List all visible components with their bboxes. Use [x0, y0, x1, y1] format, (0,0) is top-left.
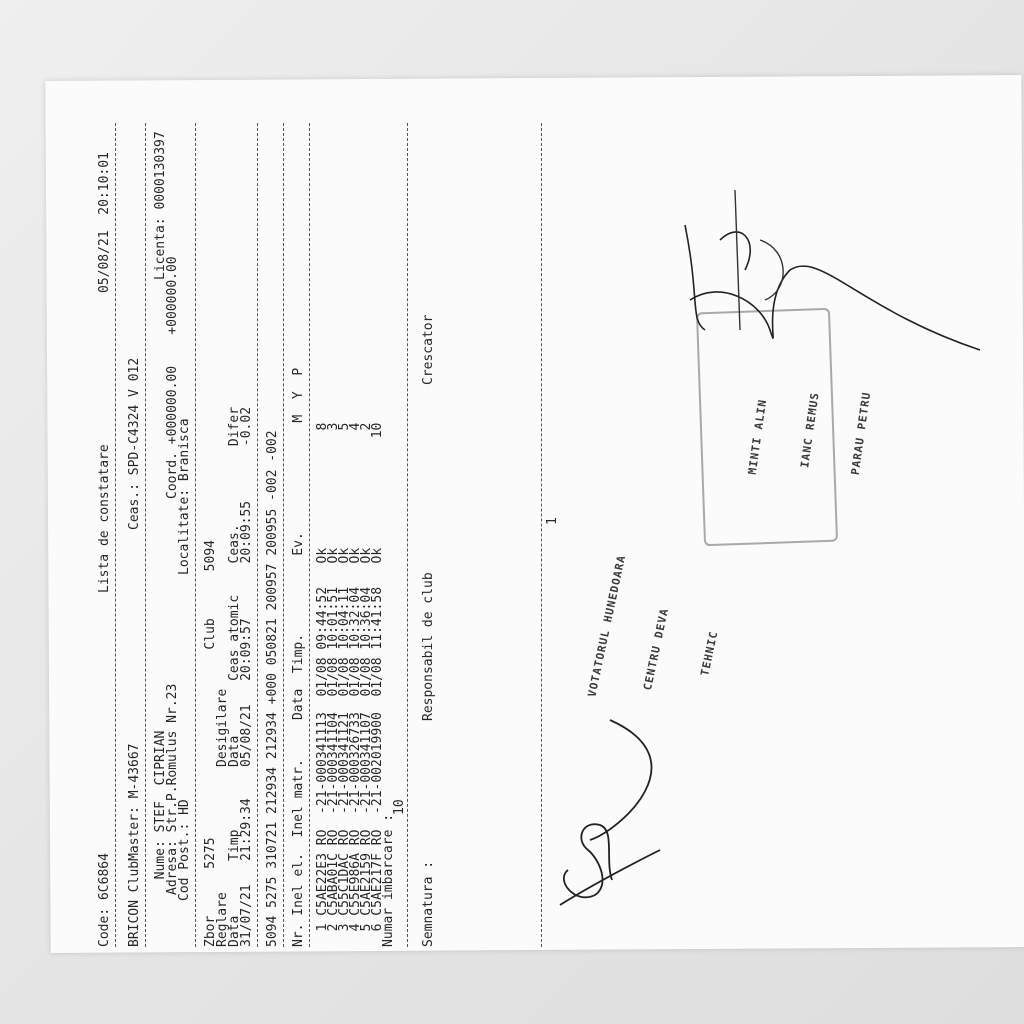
divider: [115, 123, 116, 947]
table-row: 1 C5AE22E3 RO -21-000341113 01/08 09:44:52 Ok 8: [315, 422, 330, 947]
breeder-label: Crescator: [421, 314, 436, 385]
divider: [541, 123, 542, 947]
postcode: Cod Post.: HD: [177, 799, 192, 901]
divider: [195, 123, 196, 947]
table-row: 2 C5ABA01C RO -21-000341104 01/08 10:01:51 Ok 3: [326, 422, 341, 947]
club-responsible-label: Responsabil de club: [421, 572, 436, 721]
document-title: Lista de constatare: [97, 444, 112, 593]
locality: Localitate: Branisca: [177, 418, 192, 575]
printed-report: [95, 103, 560, 955]
embark-count-label: Numar imbarcare :: [381, 813, 396, 947]
page-number: 1: [545, 517, 560, 525]
right-stamp: MINTI ALIN IANC REMUS PARAU PETRU: [745, 390, 874, 476]
flight-line: Zbor 5275 Club 5094: [203, 540, 218, 947]
clubmaster-id: BRICON ClubMaster: M-43667: [127, 743, 142, 947]
flight-values: 31/07/21 21:29:34 05/08/21 20:09:57 20:09:55 -0.02: [239, 406, 254, 947]
divider: [407, 123, 408, 947]
licence-number: Licenta: 0000130397: [153, 131, 168, 280]
code-label: Code: 6C6864: [97, 853, 112, 947]
signature-label: Semnatura :: [421, 860, 436, 947]
divider: [257, 123, 258, 947]
left-stamp: VOTATORUL HUNEDOARA CENTRU DEVA TEHNIC: [585, 553, 721, 699]
table-row: 3 C55C1DAC RO -21-000341121 01/08 10:04:11 Ok 5: [337, 422, 352, 947]
flight-header: Data Timp Data Ceas atomic Ceas. Difer: [227, 406, 242, 947]
table-row: 6 C5AE217F RO -21-002019900 01/08 11:41:58 Ok 10: [370, 422, 385, 947]
embark-count-value: 10: [392, 799, 407, 815]
owner-name: Nume: STEF CIPRIAN: [153, 730, 168, 895]
table-header: Nr. Inel el. Inel matr. Data Timp. Ev. M Y P: [291, 367, 306, 947]
flight-code: 5094 5275 310721 212934 212934 +000 050821 200957 200955 -002 -002: [265, 430, 280, 947]
divider: [309, 123, 310, 947]
clock-id: Ceas.: SPD-C4324 V 012: [127, 357, 142, 530]
print-datetime: 05/08/21 20:10:01: [97, 152, 112, 293]
table-row: 5 C5AE2159 RO -21-000341107 01/08 10:36:04 Ok 2: [359, 422, 374, 947]
reglare-line: Reglare Desigilare: [215, 688, 230, 947]
table-row: 4 C55E986A RO -21-000326733 01/08 10:32:04 Ok 4: [348, 422, 363, 947]
coordinates: Coord. +000000.00 +000000.00: [165, 256, 180, 499]
divider: [145, 123, 146, 947]
divider: [283, 123, 284, 947]
owner-address: Adresa: Str.P.Romulus Nr.23: [165, 683, 180, 895]
